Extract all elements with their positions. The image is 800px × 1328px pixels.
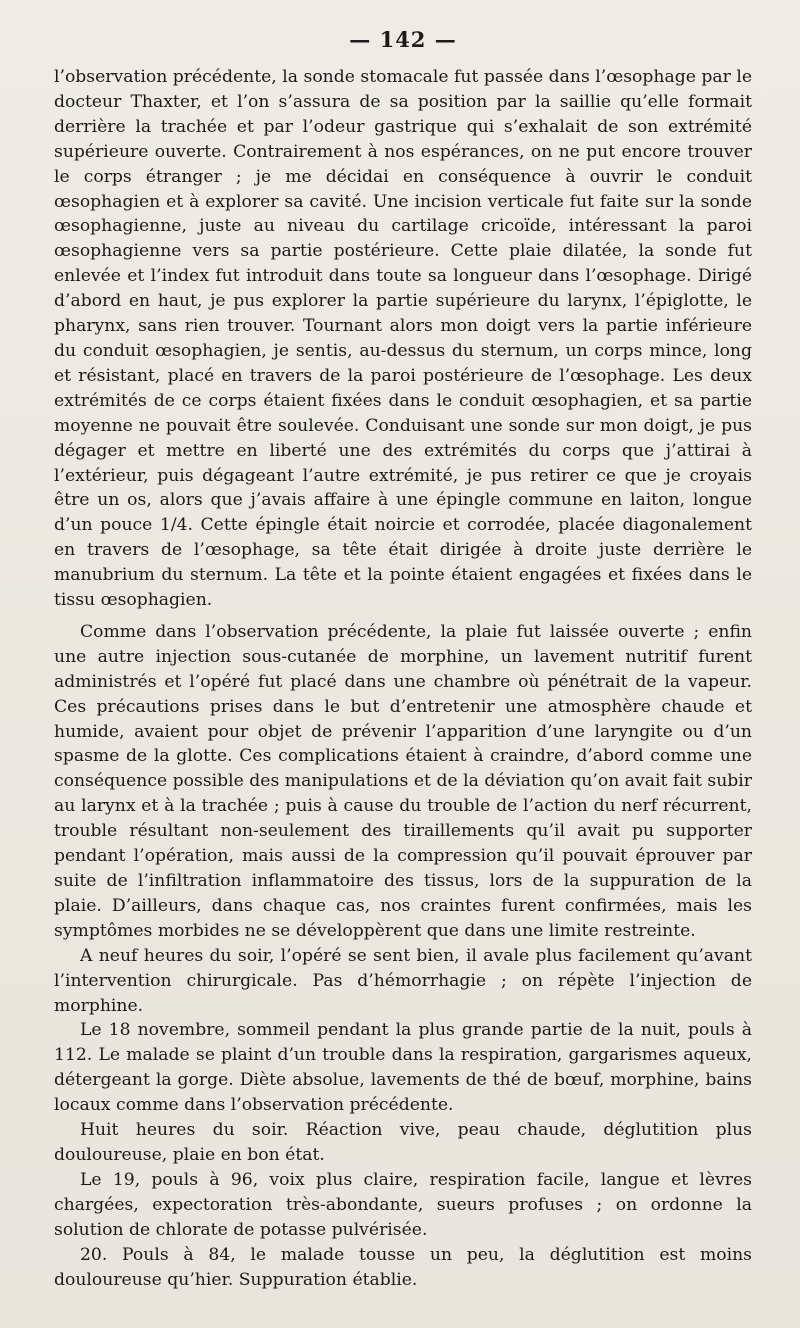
paragraph-eight-pm: Huit heures du soir. Réaction vive, peau chaude, déglutition plus douloureuse, plaie en bon état. xyxy=(54,1120,752,1165)
paragraph-postop-care: Comme dans l’observation précédente, la plaie fut laissée ouverte ; enfin une autre injection sous-cutanée de morphine, un lavement nutritif furent administrés et l’opéré fut placé dans une chambre où pénétrait de la vapeur. Ces précautions prises dans le but d’entretenir une atmosphère chaude et humide, avaient pour objet de prévenir l’apparition d’une laryngite ou d’un spasme de la glotte. Ces complications étaient à craindre, d’abord comme une conséquence possible des manipulations et de la déviation qu’on avait fait subir au larynx et à la trachée ; puis à cause du trouble de l’action du nerf récurrent, trouble résultant non-seulement des tiraillements qu’il avait pu supporter pendant l’opération, mais aussi de la compression qu’il pouvait éprouver par suite de l’infiltration inflammatoire des tissus, lors de la suppuration de la plaie. D’ailleurs, dans chaque cas, nos craintes furent confirmées, mais les symptômes morbides ne se développèrent que dans une limite restreinte. xyxy=(54,621,752,941)
paragraph-18-november: Le 18 novembre, sommeil pendant la plus grande partie de la nuit, pouls à 112. Le malade se plaint d’un trouble dans la respiration, gargarismes aqueux, détergeant la gorge. Diète absolue, lavements de thé de bœuf, morphine, bains locaux comme dans l’observation précédente. xyxy=(54,1020,752,1116)
paragraph-evening: A neuf heures du soir, l’opéré se sent bien, il avale plus facilement qu’avant l’intervention chirurgicale. Pas d’hémorrhagie ; on répète l’injection de morphine. xyxy=(54,945,752,1016)
paragraph-day-20: 20. Pouls à 84, le malade tousse un peu, la déglutition est moins douloureuse qu’hier. Suppuration établie. xyxy=(54,1244,752,1290)
paragraph-day-19: Le 19, pouls à 96, voix plus claire, respiration facile, langue et lèvres chargées, expectoration très-abondante, sueurs profuses ; on ordonne la solution de chlorate de potasse pulvérisée. xyxy=(54,1169,752,1240)
page-number: — 142 — xyxy=(349,27,457,52)
paragraph-continuation: l’observation précédente, la sonde stomacale fut passée dans l’œsophage par le docteur Thaxter, et l’on s’assura de sa position par la saillie qu’elle formait derrière la trachée et par l’odeur gastrique qui s’exhalait de son extrémité supérieure ouverte. Contrairement à nos espérances, on ne put encore trouver le corps étranger ; je me décidai en conséquence à ouvrir le conduit œsophagien et à explorer sa cavité. Une incision verticale fut faite sur la sonde œsophagienne, juste au niveau du cartilage cricoïde, intéressant la paroi œsophagienne vers sa partie postérieure. Cette plaie dilatée, la sonde fut enlevée et l’index fut introduit dans toute sa longueur dans l’œsophage. Dirigé d’abord en haut, je pus explorer la partie supérieure du larynx, l’épiglotte, le pharynx, sans rien trouver. Tournant alors mon doigt vers la partie inférieure du conduit œsophagien, je sentis, au-dessus du sternum, un corps mince, long et résistant, placé en travers de la paroi postérieure de l’œsophage. Les deux extrémités de ce corps étaient fixées dans le conduit œsophagien, et sa partie moyenne ne pouvait être soulevée. Conduisant une sonde sur mon doigt, je pus dégager et mettre en liberté une des extrémités du corps que j’attirai à l’extérieur, puis dégageant l’autre extrémité, je pus retirer ce que je croyais être un os, alors que j’avais affaire à une épingle commune en laiton, longue d’un pouce 1/4. Cette épingle était noircie et corrodée, placée diagonalement en travers de l’œsophage, sa tête était dirigée à droite juste derrière le manubrium du sternum. La tête et la pointe étaient engagées et fixées dans le tissu œsophagien. xyxy=(54,67,752,611)
